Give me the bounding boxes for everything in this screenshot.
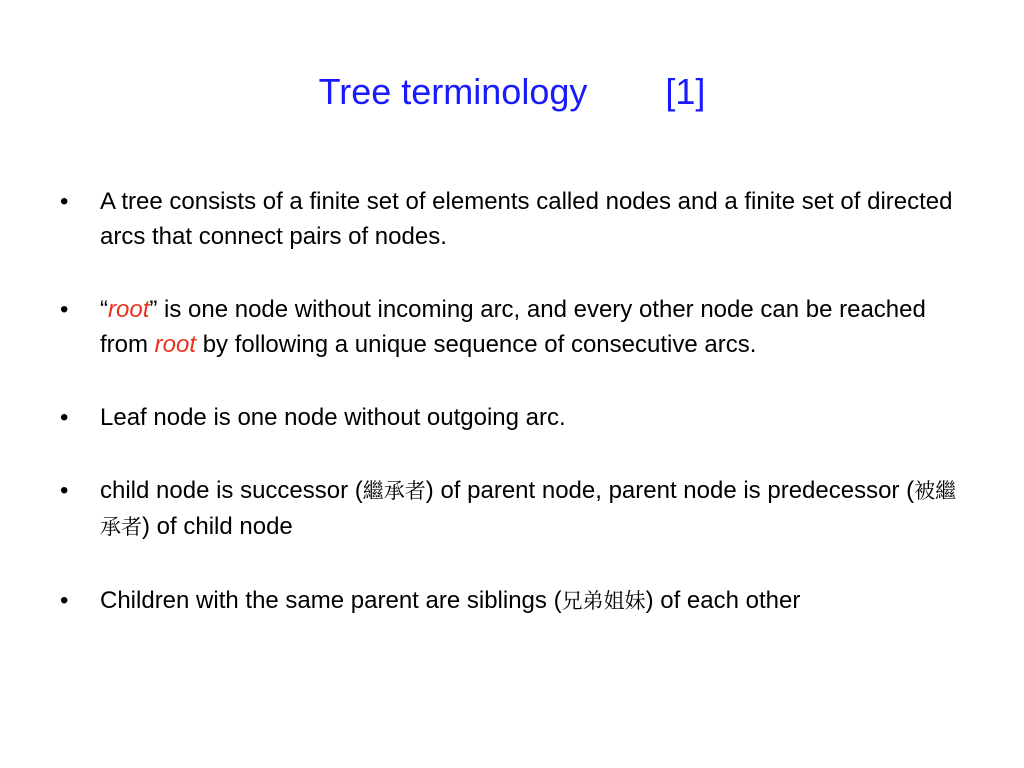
bullet-text-part: ) of parent node, parent node is predecessor ( [425,477,915,504]
bullet-dot: • [60,587,69,614]
bullet-dot: • [60,188,69,215]
bullet-item-leaf [60,400,970,435]
bullet-text: A tree consists of a finite set of elements called nodes and a finite set of directed arcs that connect pairs of nodes. [100,188,953,250]
bullet-text-part: by following a unique sequence of consecutive arcs. [196,331,757,358]
bullet-item-child-parent [60,473,970,545]
bullet-text-part: child node is successor ( [100,477,363,504]
bullet-text-part: ) of child node [142,513,293,540]
bullet-text-part: Children with the same parent are siblings ( [100,587,562,614]
bullet-text: Leaf node is one node without outgoing arc. [100,404,566,431]
bullet-dot: • [60,477,69,504]
slide-title [0,70,1024,114]
open-quote: “ [100,296,108,323]
slide-title-ref: [1] [665,71,706,112]
bullet-list [60,184,970,657]
root-term: root [154,331,197,358]
bullet-text-part: ” is one node without incoming arc, and every other node can be reached from [100,296,926,358]
bullet-item-root [60,292,970,362]
bullet-dot: • [60,296,69,323]
bullet-item-siblings [60,583,970,619]
bullet-text-part: ) of each other [645,587,801,614]
bullet-item-tree-definition [60,184,970,254]
cjk-term-predecessor: 被繼承者 [100,479,957,539]
slide-title-main: Tree terminology [318,71,588,112]
cjk-term-siblings: 兄弟姐妹 [561,589,646,613]
bullet-dot: • [60,404,69,431]
cjk-term-successor: 繼承者 [362,479,426,503]
root-term: root [108,296,150,323]
